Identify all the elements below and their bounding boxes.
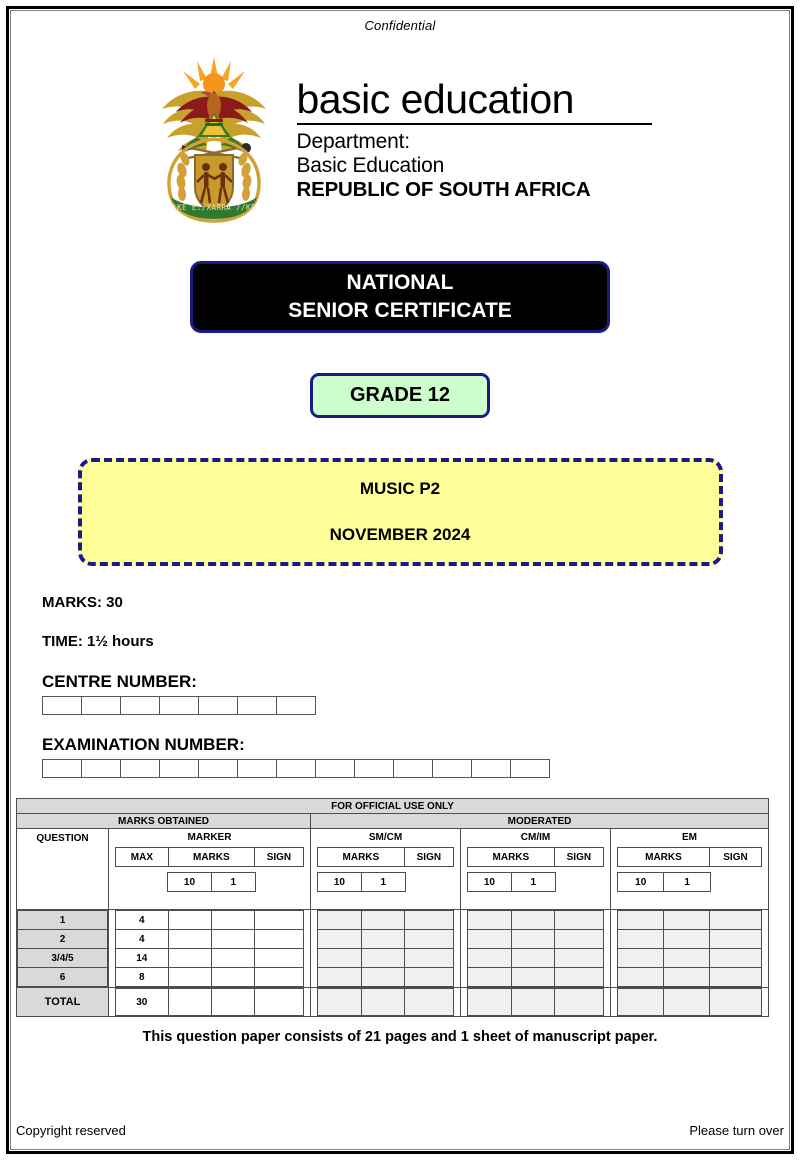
total-moderated-cell[interactable]: [664, 989, 710, 1016]
marker-entry-grid[interactable]: [109, 910, 311, 988]
moderated-entry-cell[interactable]: [468, 949, 512, 968]
table-row: [618, 949, 762, 968]
group-smcm-columns: [317, 847, 454, 867]
examination-number-digit-box[interactable]: [81, 759, 121, 778]
max-mark-value: 8: [116, 968, 169, 987]
max-mark-value: 4: [116, 930, 169, 949]
moderated-entry-cell[interactable]: [405, 930, 454, 949]
moderated-entry-cell[interactable]: [511, 949, 555, 968]
marks-line: MARKS: 30: [42, 594, 123, 611]
table-row: [468, 930, 604, 949]
centre-number-digit-box[interactable]: [81, 696, 121, 715]
total-moderated-cell[interactable]: [710, 989, 762, 1016]
subject-date: NOVEMBER 2024: [329, 525, 471, 544]
mark-entry-cell[interactable]: [211, 911, 254, 930]
question-column-header: QUESTION: [17, 829, 109, 910]
total-moderated-cell[interactable]: [618, 989, 664, 1016]
moderated-entry-cell[interactable]: [664, 949, 710, 968]
mark-entry-cell[interactable]: [168, 930, 211, 949]
col-max: MAX: [116, 848, 169, 867]
total-moderated-cell[interactable]: [511, 989, 555, 1016]
subcol-one: 1: [511, 873, 555, 892]
centre-number-label: CENTRE NUMBER:: [42, 672, 197, 691]
moderated-entry-cell[interactable]: [710, 949, 762, 968]
moderated-header: MODERATED: [311, 814, 769, 829]
max-mark-value: 4: [116, 911, 169, 930]
group-marker-columns: [115, 847, 304, 867]
moderated-entry-cell[interactable]: [555, 968, 604, 987]
group-marker-subcolumns: [115, 872, 304, 892]
question-label-list: [17, 910, 108, 987]
mark-entry-cell[interactable]: [168, 911, 211, 930]
examination-number-digit-box[interactable]: [315, 759, 355, 778]
moderated-entry-cell[interactable]: [664, 930, 710, 949]
table-row: [468, 968, 604, 987]
centre-number-digit-box[interactable]: [159, 696, 199, 715]
table-row: [618, 989, 762, 1016]
subcol-ten: 10: [618, 873, 664, 892]
moderated-entry-cell[interactable]: [361, 968, 405, 987]
moderated-entry-cell[interactable]: [318, 930, 362, 949]
group-em: [611, 829, 769, 910]
group-cmim-name: CM/IM: [520, 832, 551, 843]
subcol-one: 1: [361, 873, 405, 892]
department-wordmark: [297, 73, 652, 201]
examination-number-digit-box[interactable]: [120, 759, 160, 778]
table-row: [618, 968, 762, 987]
table-row: [318, 911, 454, 930]
total-max-value: 30: [116, 989, 169, 1016]
south-african-coat-of-arms-icon: [149, 51, 279, 223]
total-cmim-cells[interactable]: [461, 988, 611, 1017]
table-row: [116, 911, 304, 930]
group-marker: [109, 829, 311, 910]
mark-entry-cell[interactable]: [211, 968, 254, 987]
moderated-entry-cell[interactable]: [468, 911, 512, 930]
table-row: [18, 911, 108, 930]
centre-number-input[interactable]: [42, 696, 786, 715]
examination-number-digit-box[interactable]: [276, 759, 316, 778]
confidential-label: Confidential: [364, 18, 436, 33]
total-marker-cells[interactable]: [109, 988, 311, 1017]
table-row: [468, 949, 604, 968]
moderated-entry-cell[interactable]: [511, 930, 555, 949]
mark-entry-cell[interactable]: [211, 949, 254, 968]
grade-label: GRADE 12: [349, 384, 451, 406]
page-footer: [16, 1123, 784, 1138]
col-marks: MARKS: [318, 848, 405, 867]
moderated-entry-cell[interactable]: [318, 911, 362, 930]
department-line-3: REPUBLIC OF SOUTH AFRICA: [296, 177, 591, 201]
moderated-entry-cell[interactable]: [405, 968, 454, 987]
subcol-ten: 10: [468, 873, 512, 892]
moderated-entry-cell[interactable]: [318, 949, 362, 968]
marks-obtained-header: MARKS OBTAINED: [17, 814, 311, 829]
col-sign: SIGN: [404, 848, 453, 867]
table-row: [318, 949, 454, 968]
em-entry-grid[interactable]: [611, 910, 769, 988]
centre-number-digit-box[interactable]: [42, 696, 82, 715]
national-senior-certificate-banner: [190, 261, 610, 333]
cmim-entry-grid[interactable]: [461, 910, 611, 988]
total-entry-cell[interactable]: [255, 989, 304, 1016]
question-row-label: 2: [18, 930, 108, 949]
basic-education-wordmark: basic education: [296, 75, 574, 122]
subcol-ten: 10: [318, 873, 362, 892]
table-row: [468, 989, 604, 1016]
table-row: [18, 949, 108, 968]
page-count-statement: This question paper consists of 21 pages and 1 sheet of manuscript paper.: [142, 1029, 658, 1045]
moderated-entry-cell[interactable]: [664, 968, 710, 987]
moderated-entry-cell[interactable]: [468, 930, 512, 949]
moderated-entry-cell[interactable]: [468, 968, 512, 987]
mark-entry-cell[interactable]: [168, 968, 211, 987]
question-row-label: 6: [18, 968, 108, 987]
moderated-entry-cell[interactable]: [618, 930, 664, 949]
total-label: TOTAL: [17, 988, 109, 1017]
total-smcm-cells[interactable]: [311, 988, 461, 1017]
moderated-entry-cell[interactable]: [618, 968, 664, 987]
official-use-table: [16, 798, 769, 1017]
moderated-entry-cell[interactable]: [361, 949, 405, 968]
table-row: [618, 911, 762, 930]
department-line-1: Department:: [296, 129, 410, 153]
mark-entry-cell[interactable]: [255, 968, 304, 987]
group-em-subcolumns: [617, 872, 762, 892]
table-row: [318, 989, 454, 1016]
moderated-entry-cell[interactable]: [405, 911, 454, 930]
moderated-entry-cell[interactable]: [361, 911, 405, 930]
question-row-label: 1: [18, 911, 108, 930]
group-smcm: [311, 829, 461, 910]
subcol-one: 1: [664, 873, 710, 892]
table-row: [116, 968, 304, 987]
table-row: [116, 949, 304, 968]
table-row: [116, 989, 304, 1016]
examination-number-digit-box[interactable]: [510, 759, 550, 778]
total-moderated-cell[interactable]: [318, 989, 362, 1016]
group-em-columns: [617, 847, 762, 867]
col-sign: SIGN: [709, 848, 761, 867]
total-entry-cell[interactable]: [211, 989, 254, 1016]
examination-number-digit-box[interactable]: [159, 759, 199, 778]
examination-number-label: EXAMINATION NUMBER:: [42, 735, 245, 754]
moderated-entry-cell[interactable]: [361, 930, 405, 949]
group-smcm-subcolumns: [317, 872, 454, 892]
group-em-name: EM: [682, 832, 698, 843]
svg-text:!KE E:/XARRA //KE: !KE E:/XARRA //KE: [171, 203, 256, 212]
wordmark-divider: [297, 123, 652, 125]
question-row-label: 3/4/5: [18, 949, 108, 968]
centre-number-digit-box[interactable]: [237, 696, 277, 715]
table-row: [318, 968, 454, 987]
examination-number-digit-box[interactable]: [432, 759, 472, 778]
total-entry-cell[interactable]: [168, 989, 211, 1016]
table-row: [468, 911, 604, 930]
time-line: TIME: 1½ hours: [42, 633, 154, 650]
moderated-entry-cell[interactable]: [555, 930, 604, 949]
moderated-entry-cell[interactable]: [318, 968, 362, 987]
col-marks: MARKS: [468, 848, 555, 867]
moderated-entry-cell[interactable]: [555, 949, 604, 968]
moderated-entry-cell[interactable]: [710, 911, 762, 930]
examination-number-digit-box[interactable]: [198, 759, 238, 778]
table-row: [18, 968, 108, 987]
exam-info: [42, 594, 786, 778]
grade-badge: [310, 373, 490, 418]
group-cmim-subcolumns: [467, 872, 604, 892]
total-moderated-cell[interactable]: [468, 989, 512, 1016]
subcol-ten: 10: [168, 873, 212, 892]
group-cmim: [461, 829, 611, 910]
centre-number-digit-box[interactable]: [276, 696, 316, 715]
group-cmim-columns: [467, 847, 604, 867]
subject-box: [78, 458, 723, 566]
copyright-notice: Copyright reserved: [16, 1123, 126, 1138]
total-moderated-cell[interactable]: [405, 989, 454, 1016]
moderated-entry-cell[interactable]: [405, 949, 454, 968]
question-labels-cell: [17, 910, 109, 988]
examination-number-digit-box[interactable]: [354, 759, 394, 778]
total-em-cells[interactable]: [611, 988, 769, 1017]
total-moderated-cell[interactable]: [361, 989, 405, 1016]
centre-number-digit-box[interactable]: [120, 696, 160, 715]
table-row: [318, 930, 454, 949]
turn-over-notice: Please turn over: [689, 1123, 784, 1138]
moderated-entry-cell[interactable]: [511, 911, 555, 930]
moderated-entry-cell[interactable]: [664, 911, 710, 930]
subject-title: MUSIC P2: [359, 479, 441, 498]
banner-line-1: NATIONAL: [346, 271, 454, 295]
examination-number-digit-box[interactable]: [393, 759, 433, 778]
moderated-entry-cell[interactable]: [618, 949, 664, 968]
group-smcm-name: SM/CM: [368, 832, 403, 843]
examination-number-digit-box[interactable]: [42, 759, 82, 778]
examination-number-digit-box[interactable]: [471, 759, 511, 778]
moderated-entry-cell[interactable]: [618, 911, 664, 930]
subcol-one: 1: [211, 873, 255, 892]
mark-entry-cell[interactable]: [255, 911, 304, 930]
centre-number-digit-box[interactable]: [198, 696, 238, 715]
moderated-entry-cell[interactable]: [555, 911, 604, 930]
table-row: [116, 930, 304, 949]
mark-entry-cell[interactable]: [255, 930, 304, 949]
examination-number-digit-box[interactable]: [237, 759, 277, 778]
mark-entry-cell[interactable]: [255, 949, 304, 968]
official-use-title: FOR OFFICIAL USE ONLY: [17, 799, 769, 814]
examination-number-input[interactable]: [42, 759, 786, 778]
col-sign: SIGN: [554, 848, 603, 867]
mark-entry-cell[interactable]: [168, 949, 211, 968]
col-marks: MARKS: [618, 848, 710, 867]
letterhead: [14, 47, 786, 227]
moderated-entry-cell[interactable]: [511, 968, 555, 987]
col-marks: MARKS: [168, 848, 254, 867]
table-row: [618, 930, 762, 949]
total-moderated-cell[interactable]: [555, 989, 604, 1016]
banner-line-2: SENIOR CERTIFICATE: [288, 299, 512, 322]
table-row: [18, 930, 108, 949]
mark-entry-cell[interactable]: [211, 930, 254, 949]
moderated-entry-cell[interactable]: [710, 930, 762, 949]
moderated-entry-cell[interactable]: [710, 968, 762, 987]
group-marker-name: MARKER: [187, 832, 232, 843]
max-mark-value: 14: [116, 949, 169, 968]
smcm-entry-grid[interactable]: [311, 910, 461, 988]
department-line-2: Basic Education: [296, 153, 445, 177]
col-sign: SIGN: [254, 848, 303, 867]
